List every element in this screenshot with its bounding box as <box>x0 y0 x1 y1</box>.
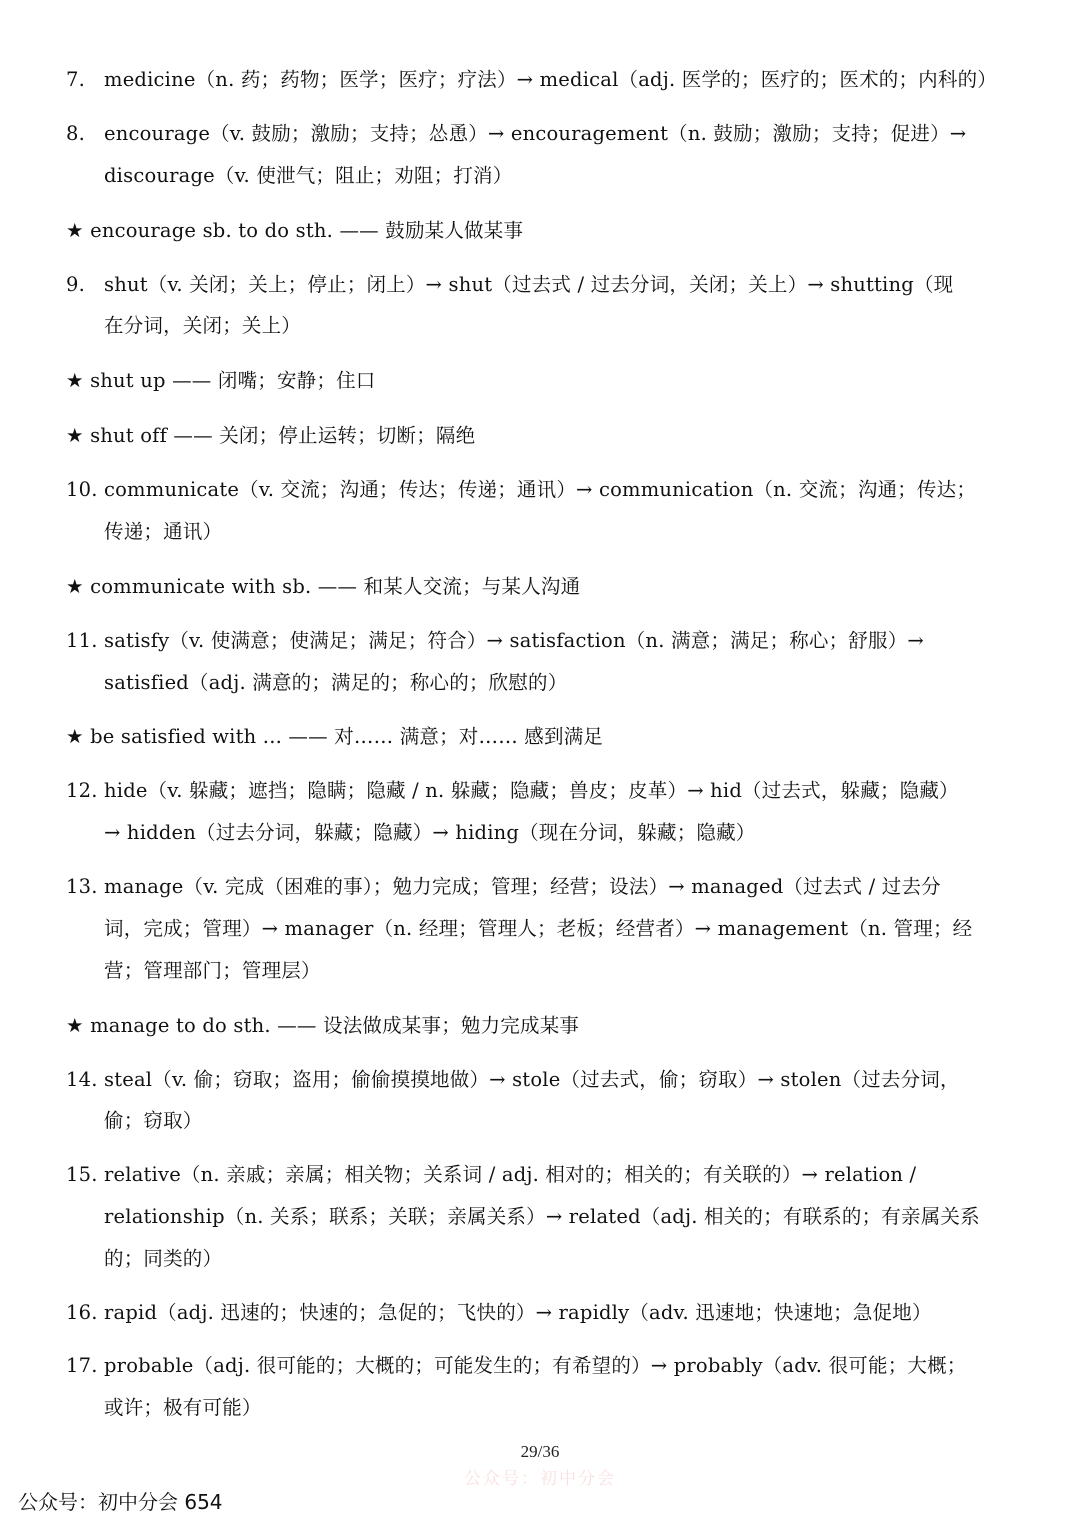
entry-text: satisfy（v. 使满意；使满足；满足；符合）→ satisfaction（n. 满意；满足；称心；舒服）→ <box>104 629 924 652</box>
entry-number: 15. <box>66 1163 98 1186</box>
phrase-note: ★ manage to do sth. —— 设法做成某事；勉力完成某事 <box>66 1014 580 1037</box>
phrase-note: ★ encourage sb. to do sth. —— 鼓励某人做某事 <box>66 219 524 242</box>
watermark-center: 公众号：初中分会 <box>464 1469 616 1489</box>
entry-number: 10. <box>66 478 98 501</box>
entry-text: shut（v. 关闭；关上；停止；闭上）→ shut（过去式 / 过去分词，关闭；关上）→ shutting（现 <box>104 273 954 296</box>
watermark-left: 公众号：初中分会 654 <box>18 1490 223 1514</box>
entry-text: steal（v. 偷；窃取；盗用；偷偷摸摸地做）→ stole（过去式，偷；窃取）→ stolen（过去分词， <box>104 1068 960 1091</box>
entry-number: 12. <box>66 779 98 802</box>
entry-number: 11. <box>66 629 98 652</box>
entry-number: 7. <box>66 68 86 91</box>
phrase-note: ★ shut off —— 关闭；停止运转；切断；隔绝 <box>66 424 476 447</box>
entry-text: probable（adj. 很可能的；大概的；可能发生的；有希望的）→ probably（adv. 很可能；大概； <box>104 1354 967 1377</box>
entry-text-continued: 或许；极有可能） <box>104 1396 262 1419</box>
entry-text-continued: discourage（v. 使泄气；阻止；劝阻；打消） <box>104 164 513 187</box>
entry-text-continued: 传递；通讯） <box>104 520 223 543</box>
entry-text-continued: 偷；窃取） <box>104 1109 203 1132</box>
entry-text-continued: 在分词，关闭；关上） <box>104 314 302 337</box>
entry-number: 17. <box>66 1354 98 1377</box>
entry-text: medicine（n. 药；药物；医学；医疗；疗法）→ medical（adj. 医学的；医疗的；医术的；内科的） <box>104 68 997 91</box>
entry-text-continued: → hidden（过去分词，躲藏；隐藏）→ hiding（现在分词，躲藏；隐藏） <box>104 821 756 844</box>
entry-text-continued: 词，完成；管理）→ manager（n. 经理；管理人；老板；经营者）→ management（n. 管理；经 <box>104 917 973 940</box>
page-number: 29/36 <box>520 1442 560 1461</box>
entry-number: 13. <box>66 875 98 898</box>
entry-text: relative（n. 亲戚；亲属；相关物；关系词 / adj. 相对的；相关的；有关联的）→ relation / <box>104 1163 917 1186</box>
entry-text-continued: 的；同类的） <box>104 1247 223 1270</box>
entry-number: 16. <box>66 1301 98 1324</box>
entry-text: hide（v. 躲藏；遮挡；隐瞒；隐藏 / n. 躲藏；隐藏；兽皮；皮革）→ hid（过去式，躲藏；隐藏） <box>104 779 959 802</box>
phrase-note: ★ shut up —— 闭嘴；安静；住口 <box>66 369 376 392</box>
entry-number: 9. <box>66 273 86 296</box>
entry-text: encourage（v. 鼓励；激励；支持；怂恿）→ encouragement（n. 鼓励；激励；支持；促进）→ <box>104 122 967 145</box>
entry-text: manage（v. 完成（困难的事）；勉力完成；管理；经营；设法）→ managed（过去式 / 过去分 <box>104 875 941 898</box>
entry-text: communicate（v. 交流；沟通；传达；传递；通讯）→ communication（n. 交流；沟通；传达； <box>104 478 977 501</box>
entry-text-continued: satisfied（adj. 满意的；满足的；称心的；欣慰的） <box>104 671 568 694</box>
entry-number: 8. <box>66 122 86 145</box>
phrase-note: ★ communicate with sb. —— 和某人交流；与某人沟通 <box>66 575 581 598</box>
phrase-note: ★ be satisfied with ... —— 对…… 满意；对…… 感到满足 <box>66 725 604 748</box>
entry-text: rapid（adj. 迅速的；快速的；急促的；飞快的）→ rapidly（adv. 迅速地；快速地；急促地） <box>104 1301 932 1324</box>
entry-text-continued: 营；管理部门；管理层） <box>104 959 321 982</box>
entry-text-continued: relationship（n. 关系；联系；关联；亲属关系）→ related（adj. 相关的；有联系的；有亲属关系 <box>104 1205 980 1228</box>
entry-number: 14. <box>66 1068 98 1091</box>
